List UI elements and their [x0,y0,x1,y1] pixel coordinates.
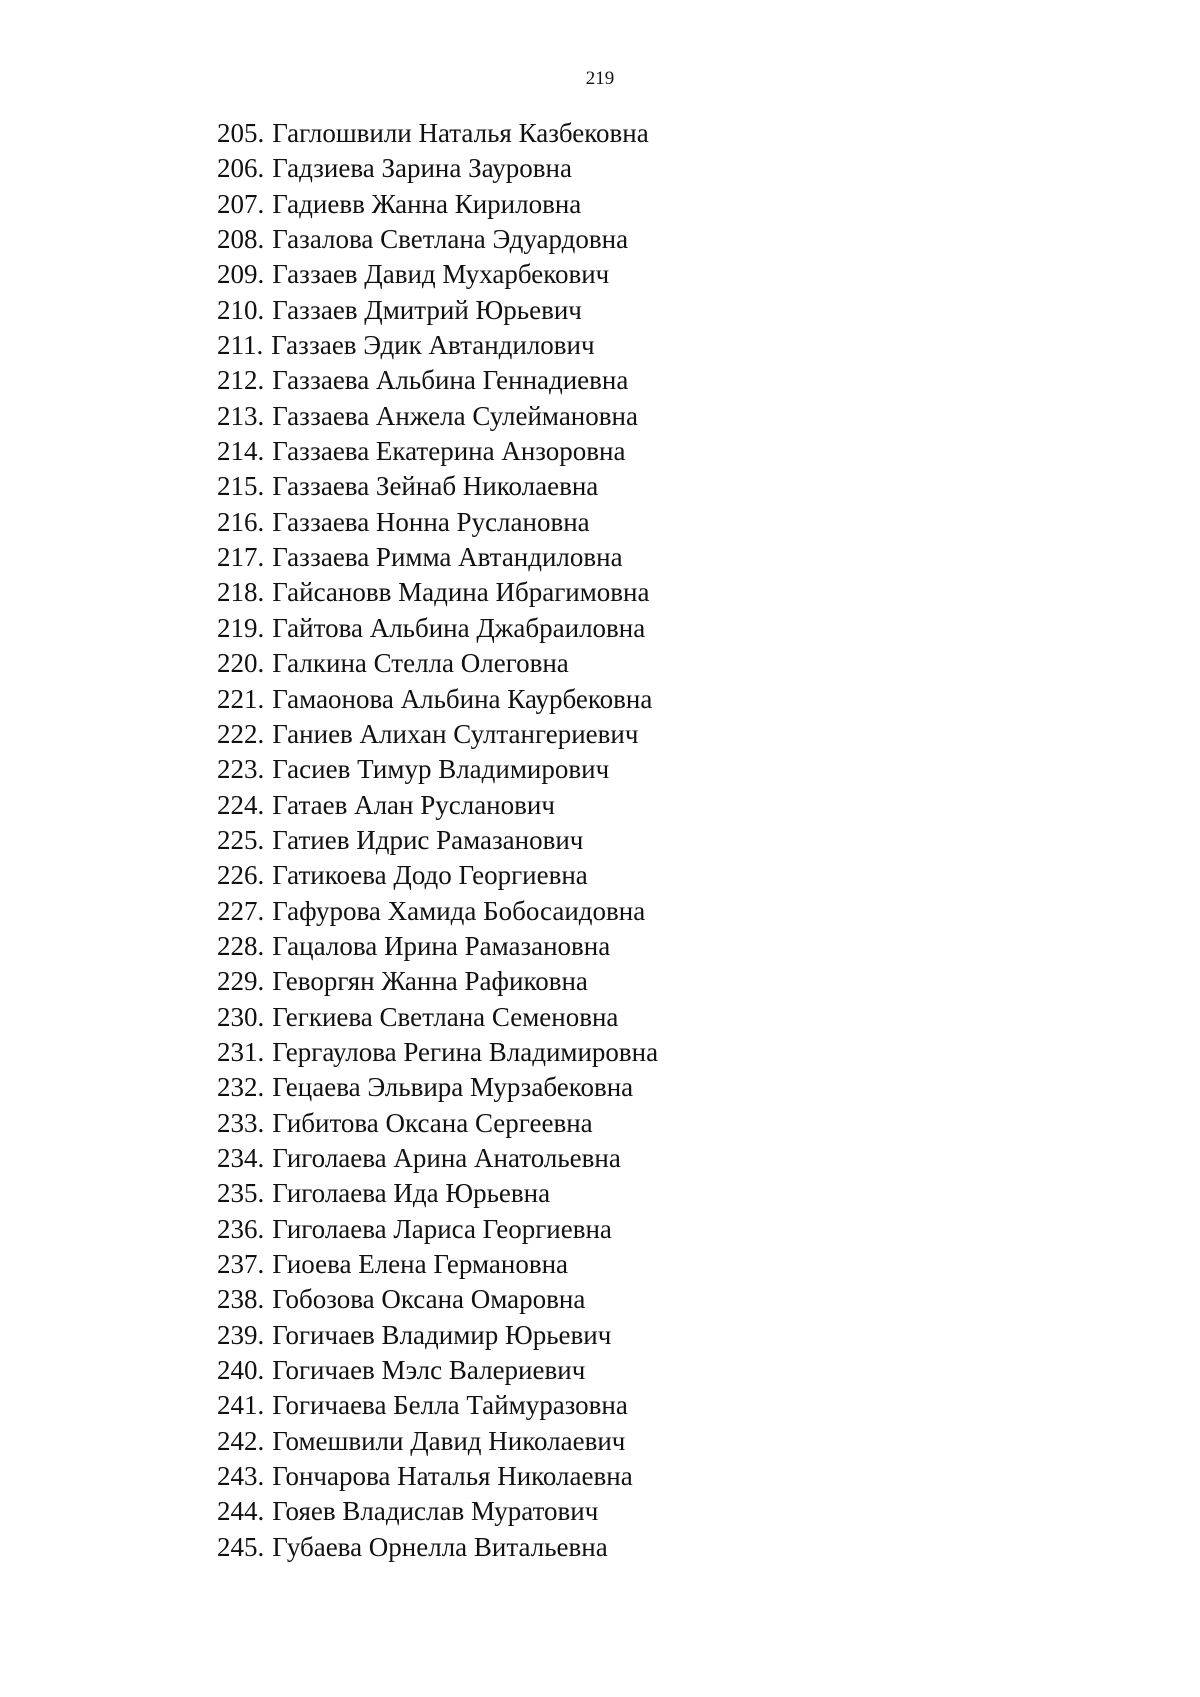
person-name: Гояев Владислав Муратович [272,1496,599,1527]
item-number: 214. [217,436,265,467]
list-item [217,575,658,610]
list-item [217,682,658,717]
item-number: 211. [217,330,264,361]
item-number: 218. [217,577,265,608]
person-name: Гогичаев Мэлс Валериевич [272,1355,586,1386]
person-name: Гафурова Хамида Бобосаидовна [272,895,646,926]
list-item [217,1035,658,1070]
list-item [217,788,658,823]
person-name: Гамаонова Альбина Каурбековна [272,683,653,714]
person-name: Гатикоева Додо Георгиевна [272,860,588,891]
person-name: Гатиев Идрис Рамазанович [272,824,584,855]
person-name: Гергаулова Регина Владимировна [272,1036,659,1067]
person-name: Гасиев Тимур Владимирович [272,754,610,785]
list-item [217,1070,658,1105]
list-item [217,894,658,929]
person-name: Гаглошвили Наталья Казбековна [272,118,649,148]
item-number: 230. [217,1001,265,1032]
list-item [217,1000,658,1035]
list-item [217,1494,658,1529]
list-item [217,1530,658,1565]
item-number: 207. [217,188,265,219]
person-name: Гомешвили Давид Николаевич [272,1425,626,1456]
person-name: Гецаева Эльвира Мурзабековна [272,1072,634,1103]
person-name: Газалова Светлана Эдуардовна [272,224,629,255]
item-number: 220. [217,648,265,679]
list-item [217,116,658,151]
item-number: 242. [217,1425,265,1456]
page-number: 219 [585,68,615,89]
item-number: 219. [217,612,265,643]
person-name: Газзаева Анжела Сулеймановна [272,400,638,431]
list-item [217,1318,658,1353]
person-name: Гиголаева Арина Анатольевна [272,1142,621,1173]
item-number: 240. [217,1355,265,1386]
item-number: 210. [217,294,265,325]
list-item [217,293,658,328]
person-name: Газзаев Давид Мухарбекович [272,259,610,290]
item-number: 225. [217,824,265,855]
item-number: 235. [217,1178,265,1209]
person-name: Ганиев Алихан Султангериевич [272,718,639,749]
item-number: 236. [217,1213,265,1244]
person-name: Галкина Стелла Олеговна [272,648,569,679]
list-item [217,752,658,787]
person-name: Газзаева Римма Автандиловна [272,542,623,573]
list-item [217,363,658,398]
person-name: Газзаев Эдик Автандилович [271,330,595,361]
list-item [217,434,658,469]
name-list [217,116,658,1565]
person-name: Газзаева Нонна Руслановна [272,506,590,537]
list-item [217,328,658,363]
item-number: 241. [217,1390,265,1421]
person-name: Гогичаев Владимир Юрьевич [272,1319,612,1350]
person-name: Гадзиева Зарина Зауровна [272,153,572,184]
list-item [217,1176,658,1211]
item-number: 222. [217,718,265,749]
list-item [217,1106,658,1141]
item-number: 229. [217,966,265,997]
person-name: Гайсановв Мадина Ибрагимовна [272,577,650,608]
item-number: 221. [217,683,265,714]
list-item [217,823,658,858]
list-item [217,929,658,964]
person-name: Гатаев Алан Русланович [272,789,555,820]
list-item [217,505,658,540]
list-item [217,399,658,434]
item-number: 224. [217,789,265,820]
list-item [217,611,658,646]
item-number: 212. [217,365,265,396]
item-number: 238. [217,1284,265,1315]
item-number: 215. [217,471,265,502]
list-item [217,1212,658,1247]
person-name: Газзаев Дмитрий Юрьевич [272,294,582,325]
person-name: Гиоева Елена Германовна [272,1249,568,1279]
item-number: 228. [217,930,265,961]
person-name: Газзаева Зейнаб Николаевна [272,471,599,502]
list-item [217,1141,658,1176]
item-number: 223. [217,754,265,785]
list-item [217,540,658,575]
list-item [217,187,658,222]
item-number: 209. [217,259,265,290]
list-item [217,257,658,292]
person-name: Гиголаева Ида Юрьевна [272,1178,551,1209]
item-number: 244. [217,1496,265,1527]
list-item [217,1388,658,1423]
list-item [217,1282,658,1317]
person-name: Гацалова Ирина Рамазановна [272,930,611,961]
person-name: Газзаева Екатерина Анзоровна [272,436,626,467]
person-name: Гогичаева Белла Таймуразовна [272,1390,628,1421]
item-number: 208. [217,224,265,255]
item-number: 206. [217,153,265,184]
person-name: Гибитова Оксана Сергеевна [272,1107,593,1138]
list-item [217,1353,658,1388]
item-number: 233. [217,1107,265,1138]
list-item [217,717,658,752]
list-item [217,1459,658,1494]
list-item [217,469,658,504]
list-item [217,1424,658,1459]
person-name: Гиголаева Лариса Георгиевна [272,1213,612,1244]
item-number: 226. [217,860,265,891]
item-number: 237. [217,1249,265,1279]
person-name: Гегкиева Светлана Семеновна [272,1001,619,1032]
item-number: 216. [217,506,265,537]
item-number: 232. [217,1072,265,1103]
item-number: 245. [217,1531,265,1562]
person-name: Гончарова Наталья Николаевна [272,1461,633,1492]
item-number: 213. [217,400,265,431]
item-number: 217. [217,542,265,573]
person-name: Гайтова Альбина Джабраиловна [272,612,646,643]
person-name: Газзаева Альбина Геннадиевна [272,365,629,396]
list-item [217,964,658,999]
item-number: 234. [217,1142,265,1173]
list-item [217,222,658,257]
item-number: 243. [217,1461,265,1492]
list-item [217,646,658,681]
person-name: Геворгян Жанна Рафиковна [272,966,588,997]
person-name: Гадиевв Жанна Кириловна [272,188,582,219]
list-item [217,1247,658,1282]
list-item [217,151,658,186]
list-item [217,858,658,893]
item-number: 227. [217,895,265,926]
item-number: 205. [217,118,265,148]
person-name: Гобозова Оксана Омаровна [272,1284,586,1315]
person-name: Губаева Орнелла Витальевна [272,1531,608,1562]
item-number: 231. [217,1036,265,1067]
item-number: 239. [217,1319,265,1350]
